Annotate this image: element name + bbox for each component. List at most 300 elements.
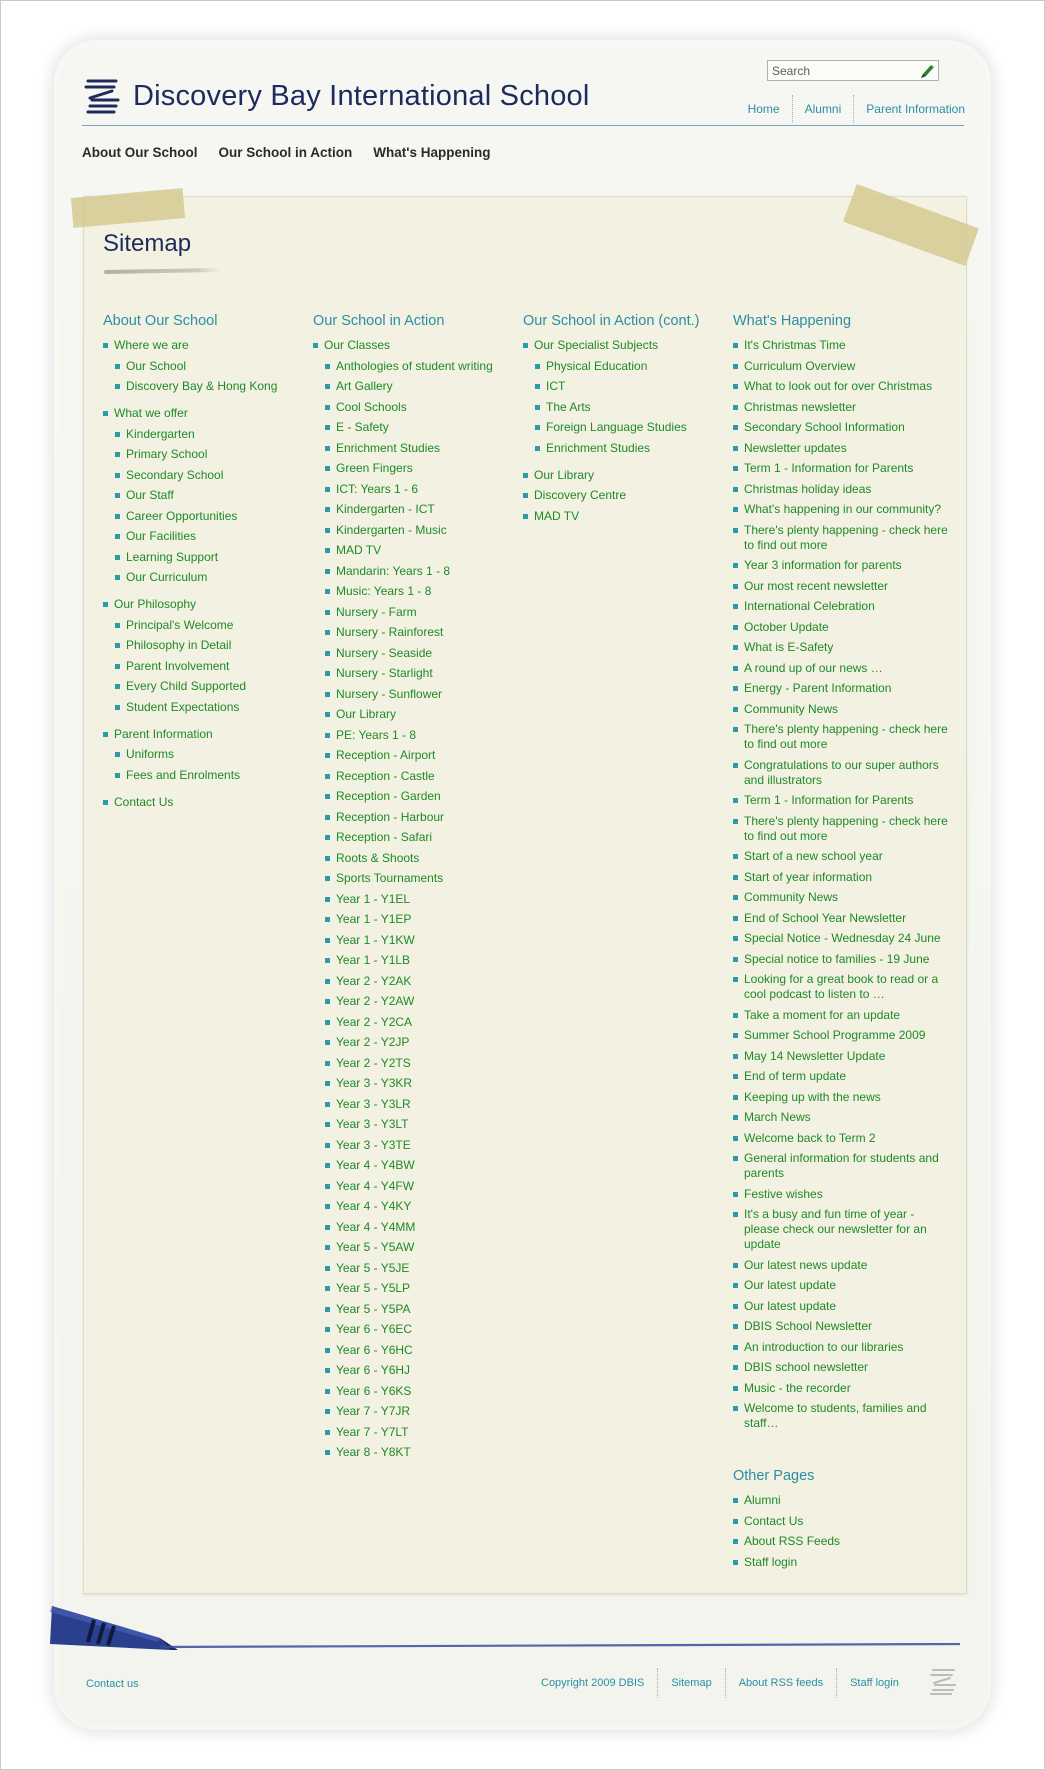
sitemap-link[interactable]: Year 3 - Y3LT	[336, 1117, 409, 1131]
list-item	[313, 933, 518, 948]
bullet-icon	[325, 487, 330, 492]
sitemap-link[interactable]: Kindergarten - Music	[336, 522, 447, 537]
bullet-icon	[733, 1498, 738, 1503]
sitemap-link[interactable]: Take a moment for an update	[744, 1007, 901, 1022]
sitemap-link[interactable]: Year 3 information for parents	[744, 558, 902, 572]
bullet-icon	[115, 534, 120, 539]
sitemap-link[interactable]: DBIS School Newsletter	[744, 1319, 873, 1333]
list-item	[733, 379, 948, 394]
bullet-icon	[325, 548, 330, 553]
sitemap-link[interactable]: Year 5 - Y5PA	[336, 1301, 411, 1316]
bullet-icon	[733, 604, 738, 609]
list-item	[313, 1445, 518, 1460]
bullet-icon	[733, 1095, 738, 1100]
list-item	[313, 871, 518, 886]
list-item	[733, 482, 948, 497]
sitemap-link[interactable]: Enrichment Studies	[336, 440, 441, 455]
list-item	[733, 1258, 948, 1273]
bullet-icon	[325, 630, 330, 635]
sitemap-link[interactable]: Enrichment Studies	[546, 440, 651, 455]
search-input[interactable]	[770, 62, 914, 79]
list-item	[523, 441, 728, 456]
bullet-icon	[115, 473, 120, 478]
sitemap-link[interactable]: Foreign Language Studies	[546, 420, 687, 434]
list-item	[313, 1199, 518, 1214]
sitemap-link[interactable]: Our Curriculum	[126, 570, 208, 584]
sitemap-link[interactable]: Nursery - Seaside	[336, 645, 433, 660]
sitemap-link[interactable]: Year 2 - Y2AK	[336, 973, 412, 988]
bullet-icon	[733, 666, 738, 671]
sitemap-link[interactable]: Secondary School	[126, 467, 224, 482]
sitemap-link[interactable]: Our Staff	[126, 488, 174, 502]
sitemap-link[interactable]: PE: Years 1 - 8	[336, 727, 417, 742]
list-item	[313, 605, 518, 620]
list-item	[733, 758, 948, 788]
sitemap-link[interactable]: What is E-Safety	[744, 640, 834, 654]
bullet-icon	[115, 555, 120, 560]
sitemap-link[interactable]: Year 2 - Y2TS	[336, 1055, 411, 1070]
bullet-icon	[325, 1307, 330, 1312]
sitemap-link[interactable]: Anthologies of student writing	[336, 358, 493, 373]
bullet-icon	[115, 643, 120, 648]
list-item	[733, 1207, 948, 1252]
sitemap-link[interactable]: Philosophy in Detail	[126, 638, 232, 652]
list-item	[313, 1322, 518, 1337]
bullet-icon	[115, 664, 120, 669]
sitemap-link[interactable]: There's plenty happening - check here to find out more	[744, 522, 948, 552]
list-item	[733, 722, 948, 752]
sitemap-link[interactable]: Our latest news update	[744, 1257, 868, 1272]
header-divider	[82, 125, 964, 126]
footer-contact-link[interactable]: Contact us	[86, 1678, 139, 1690]
main-nav-in-action[interactable]: Our School in Action	[218, 145, 353, 160]
sitemap-link[interactable]: Every Child Supported	[126, 679, 247, 693]
bullet-icon	[733, 854, 738, 859]
sitemap-link[interactable]: Parent Information	[114, 726, 213, 741]
sitemap-link[interactable]: Year 8 - Y8KT	[336, 1445, 411, 1459]
sitemap-link[interactable]: Christmas newsletter	[744, 399, 857, 414]
sitemap-link[interactable]: Principal's Welcome	[126, 617, 234, 632]
main-nav-about[interactable]: About Our School	[82, 145, 198, 160]
sitemap-link[interactable]: Student Expectations	[126, 699, 240, 714]
bullet-icon	[115, 493, 120, 498]
bullet-icon	[733, 507, 738, 512]
bullet-icon	[325, 1122, 330, 1127]
bullet-icon	[325, 1348, 330, 1353]
bullet-icon	[325, 1266, 330, 1271]
sitemap-link[interactable]: Term 1 - Information for Parents	[744, 461, 914, 475]
bullet-icon	[733, 1263, 738, 1268]
top-nav-parent-information[interactable]: Parent Information	[853, 95, 965, 123]
list-item	[313, 625, 518, 640]
bullet-icon	[733, 343, 738, 348]
sitemap-link[interactable]: Community News	[744, 890, 839, 904]
sitemap-link[interactable]: The Arts	[546, 399, 591, 414]
list-item	[733, 1131, 948, 1146]
bullet-icon	[733, 1212, 738, 1217]
list-item	[313, 707, 518, 722]
bullet-icon	[325, 1430, 330, 1435]
list-item	[733, 579, 948, 594]
sitemap-link[interactable]: Year 4 - Y4FW	[336, 1178, 415, 1193]
list-item	[733, 359, 948, 374]
list-item	[103, 427, 308, 442]
list-item	[103, 447, 308, 462]
list-item	[313, 564, 518, 579]
bullet-icon	[325, 733, 330, 738]
sitemap-link[interactable]: Contact Us	[114, 794, 174, 809]
bullet-icon	[325, 425, 330, 430]
bullet-icon	[115, 575, 120, 580]
sitemap-link[interactable]: Our Classes	[324, 338, 391, 352]
sitemap-link[interactable]: Start of a new school year	[744, 849, 883, 863]
sitemap-link[interactable]: Year 2 - Y2JP	[336, 1035, 410, 1049]
sitemap-link[interactable]: ICT	[546, 379, 566, 393]
list-item	[733, 1049, 948, 1064]
sitemap-link[interactable]: Discovery Centre	[534, 488, 627, 502]
list-item	[103, 406, 308, 421]
list-item	[733, 814, 948, 844]
sitemap-link[interactable]: DBIS school newsletter	[744, 1360, 869, 1374]
sitemap-link[interactable]: ICT: Years 1 - 6	[336, 481, 419, 496]
other-pages-heading: Other Pages	[733, 1468, 815, 1484]
school-logo-icon[interactable]	[82, 76, 122, 116]
list-item	[313, 830, 518, 845]
list-item	[733, 1090, 948, 1105]
sitemap-link[interactable]: End of School Year Newsletter	[744, 910, 907, 925]
bullet-icon	[733, 1136, 738, 1141]
bullet-icon	[103, 411, 108, 416]
bullet-icon	[325, 774, 330, 779]
sitemap-link[interactable]: Year 2 - Y2AW	[336, 994, 415, 1008]
sitemap-link[interactable]: Our Library	[534, 467, 595, 482]
sitemap-link[interactable]: Special Notice - Wednesday 24 June	[744, 931, 941, 945]
sitemap-link[interactable]: Staff login	[744, 1554, 798, 1569]
sitemap-link[interactable]: Newsletter updates	[744, 440, 847, 455]
sitemap-link[interactable]: Keeping up with the news	[744, 1089, 881, 1104]
sitemap-link[interactable]: Sports Tournaments	[336, 871, 444, 885]
list-item	[313, 994, 518, 1009]
bullet-icon	[325, 1204, 330, 1209]
sitemap-link[interactable]: Year 3 - Y3LR	[336, 1096, 411, 1111]
list-item	[103, 747, 308, 762]
sitemap-link[interactable]: Nursery - Rainforest	[336, 625, 444, 639]
sitemap-link[interactable]: Nursery - Starlight	[336, 666, 433, 680]
list-item	[733, 661, 948, 676]
sitemap-link[interactable]: Learning Support	[126, 549, 219, 564]
sitemap-link[interactable]: Christmas holiday ideas	[744, 481, 872, 496]
list-item	[313, 1404, 518, 1419]
sitemap-link[interactable]: Year 1 - Y1KW	[336, 932, 415, 947]
sitemap-link[interactable]: Year 1 - Y1EP	[336, 912, 412, 926]
sitemap-link[interactable]: Secondary School Information	[744, 420, 905, 434]
list-item	[313, 420, 518, 435]
list-item	[313, 1138, 518, 1153]
sitemap-link[interactable]: Summer School Programme 2009	[744, 1028, 926, 1042]
list-item	[523, 359, 728, 374]
sitemap-link[interactable]: Art Gallery	[336, 379, 393, 393]
list-item	[733, 1555, 948, 1570]
list-item	[313, 748, 518, 763]
sitemap-link[interactable]: Primary School	[126, 447, 208, 461]
sitemap-link[interactable]: Year 1 - Y1EL	[336, 891, 411, 906]
list-item	[313, 1363, 518, 1378]
sitemap-link[interactable]: Special notice to families - 19 June	[744, 951, 930, 966]
sitemap-link[interactable]: About RSS Feeds	[744, 1534, 841, 1548]
sitemap-link[interactable]: Fees and Enrolments	[126, 767, 241, 782]
sitemap-link[interactable]: MAD TV	[534, 508, 580, 523]
sitemap-column-whats-happening	[733, 313, 948, 1575]
bullet-icon	[325, 1245, 330, 1250]
bullet-icon	[733, 1156, 738, 1161]
bullet-icon	[733, 1074, 738, 1079]
sitemap-link[interactable]: Start of year information	[744, 869, 873, 884]
list-item	[733, 931, 948, 946]
sitemap-link[interactable]: Our most recent newsletter	[744, 578, 889, 593]
bullet-icon	[733, 487, 738, 492]
sitemap-link[interactable]: What we offer	[114, 406, 188, 420]
list-item	[523, 400, 728, 415]
sitemap-link[interactable]: Year 1 - Y1LB	[336, 953, 411, 967]
sitemap-link[interactable]: Year 3 - Y3TE	[336, 1137, 411, 1152]
bullet-icon	[325, 999, 330, 1004]
bullet-icon	[535, 364, 540, 369]
main-nav-whats-happening[interactable]: What's Happening	[373, 145, 491, 160]
sitemap-link[interactable]: Year 6 - Y6HJ	[336, 1363, 411, 1377]
bullet-icon	[115, 752, 120, 757]
bullet-icon	[325, 897, 330, 902]
list-item	[733, 1360, 948, 1375]
bullet-icon	[733, 384, 738, 389]
list-item	[313, 1097, 518, 1112]
sitemap-link[interactable]: Our latest update	[744, 1278, 837, 1292]
list-item	[733, 441, 948, 456]
sitemap-link[interactable]: It's a busy and fun time of year - please check our newsletter for an update	[744, 1207, 927, 1251]
list-item	[733, 502, 948, 517]
sitemap-link[interactable]: International Celebration	[744, 599, 875, 613]
sitemap-link[interactable]: Year 3 - Y3KR	[336, 1076, 413, 1090]
bullet-icon	[325, 1450, 330, 1455]
sitemap-link[interactable]: Year 5 - Y5JE	[336, 1260, 410, 1275]
bullet-icon	[523, 473, 528, 478]
list-item	[313, 1056, 518, 1071]
link-list	[313, 338, 518, 1460]
sitemap-link[interactable]: There's plenty happening - check here to find out more	[744, 722, 948, 751]
list-item	[103, 468, 308, 483]
bullet-icon	[325, 1368, 330, 1373]
sitemap-link[interactable]: Year 6 - Y6KS	[336, 1383, 412, 1398]
sitemap-link[interactable]: Our latest update	[744, 1298, 837, 1313]
sitemap-link[interactable]: Year 6 - Y6EC	[336, 1322, 413, 1336]
sitemap-link[interactable]: Year 7 - Y7LT	[336, 1424, 409, 1439]
list-item	[313, 1220, 518, 1235]
sitemap-link[interactable]: Roots & Shoots	[336, 850, 420, 865]
list-item	[313, 1240, 518, 1255]
sitemap-link[interactable]: Mandarin: Years 1 - 8	[336, 563, 451, 578]
list-item	[733, 620, 948, 635]
list-item	[313, 1302, 518, 1317]
sitemap-link[interactable]: Our School	[126, 358, 187, 373]
list-item	[523, 488, 728, 503]
sitemap-link[interactable]: Curriculum Overview	[744, 358, 856, 373]
sitemap-link[interactable]: Our Library	[336, 707, 397, 721]
sitemap-link[interactable]: Career Opportunities	[126, 508, 238, 523]
bullet-icon	[325, 958, 330, 963]
list-item	[733, 1493, 948, 1508]
bullet-icon	[325, 1143, 330, 1148]
bullet-icon	[733, 1365, 738, 1370]
bullet-icon	[535, 446, 540, 451]
bullet-icon	[733, 819, 738, 824]
list-item	[733, 952, 948, 967]
link-list	[523, 338, 728, 524]
bullet-icon	[325, 917, 330, 922]
bullet-icon	[733, 584, 738, 589]
sitemap-link[interactable]: Festive wishes	[744, 1186, 823, 1201]
list-item	[523, 468, 728, 483]
sitemap-link[interactable]: Our Facilities	[126, 529, 197, 543]
sitemap-link[interactable]: Our Specialist Subjects	[534, 338, 659, 352]
bullet-icon	[115, 452, 120, 457]
sitemap-link[interactable]: Year 4 - Y4BW	[336, 1158, 415, 1172]
sitemap-link[interactable]: Kindergarten	[126, 426, 195, 441]
sitemap-link[interactable]: Reception - Garden	[336, 789, 441, 803]
top-nav-alumni[interactable]: Alumni	[792, 95, 854, 123]
bullet-icon	[103, 732, 108, 737]
list-item	[733, 1110, 948, 1125]
bullet-icon	[325, 1163, 330, 1168]
sitemap-link[interactable]: May 14 Newsletter Update	[744, 1048, 886, 1063]
sitemap-link[interactable]: Nursery - Farm	[336, 604, 417, 619]
sitemap-link[interactable]: Green Fingers	[336, 461, 413, 475]
list-item	[313, 1261, 518, 1276]
sitemap-link[interactable]: Uniforms	[126, 747, 175, 761]
sitemap-link[interactable]: Discovery Bay & Hong Kong	[126, 379, 278, 393]
list-item	[313, 769, 518, 784]
sitemap-link[interactable]: Year 2 - Y2CA	[336, 1014, 413, 1029]
list-item	[733, 890, 948, 905]
sitemap-link[interactable]: Physical Education	[546, 358, 648, 373]
sitemap-link[interactable]: Our Philosophy	[114, 597, 197, 611]
bullet-icon	[733, 563, 738, 568]
list-item	[313, 1076, 518, 1091]
bullet-icon	[325, 1225, 330, 1230]
sitemap-link[interactable]: Term 1 - Information for Parents	[744, 793, 914, 807]
sitemap-link[interactable]: Music: Years 1 - 8	[336, 584, 432, 598]
bullet-icon	[325, 753, 330, 758]
sitemap-link[interactable]: Contact Us	[744, 1513, 804, 1528]
sitemap-link[interactable]: Music - the recorder	[744, 1380, 851, 1395]
bullet-icon	[325, 405, 330, 410]
sitemap-link[interactable]: Welcome back to Term 2	[744, 1130, 876, 1145]
bullet-icon	[325, 1081, 330, 1086]
sitemap-link[interactable]: March News	[744, 1110, 811, 1124]
list-item	[313, 359, 518, 374]
sitemap-link[interactable]: MAD TV	[336, 543, 382, 557]
footer-rss-link[interactable]: About RSS feeds	[725, 1668, 836, 1698]
sitemap-link[interactable]: Congratulations to our super authors and illustrators	[744, 757, 939, 787]
bullet-icon	[733, 916, 738, 921]
sitemap-link[interactable]: Parent Involvement	[126, 658, 230, 673]
sitemap-link[interactable]: Year 5 - Y5LP	[336, 1281, 411, 1295]
sitemap-link[interactable]: Year 4 - Y4MM	[336, 1219, 416, 1234]
sitemap-link[interactable]: Alumni	[744, 1493, 781, 1507]
sitemap-link[interactable]: An introduction to our libraries	[744, 1339, 904, 1354]
sitemap-link[interactable]: Nursery - Sunflower	[336, 686, 443, 701]
footer-sitemap-link[interactable]: Sitemap	[657, 1668, 724, 1698]
footer-staff-login-link[interactable]: Staff login	[836, 1668, 912, 1698]
bullet-icon	[115, 384, 120, 389]
sitemap-link[interactable]: Year 7 - Y7JR	[336, 1404, 411, 1418]
bullet-icon	[733, 763, 738, 768]
list-item	[313, 912, 518, 927]
page-title: Sitemap	[103, 230, 192, 257]
search-pen-icon[interactable]	[918, 63, 936, 79]
sitemap-link[interactable]: What to look out for over Christmas	[744, 379, 933, 393]
bullet-icon	[325, 1102, 330, 1107]
sitemap-link[interactable]: E - Safety	[336, 420, 389, 434]
list-item	[313, 1179, 518, 1194]
sitemap-link[interactable]: Welcome to students, families and staff…	[744, 1401, 927, 1430]
sitemap-link[interactable]: Looking for a great book to read or a cool podcast to listen to …	[744, 972, 939, 1001]
list-item	[733, 400, 948, 415]
bullet-icon	[523, 343, 528, 348]
sitemap-link[interactable]: Kindergarten - ICT	[336, 502, 435, 516]
bullet-icon	[733, 1406, 738, 1411]
sitemap-link[interactable]: End of term update	[744, 1069, 847, 1083]
sitemap-link[interactable]: Year 4 - Y4KY	[336, 1199, 412, 1213]
list-item	[733, 420, 948, 435]
bullet-icon	[733, 798, 738, 803]
top-nav-home[interactable]: Home	[747, 102, 780, 116]
bullet-icon	[325, 651, 330, 656]
list-item	[523, 338, 728, 353]
bullet-icon	[733, 1033, 738, 1038]
sitemap-link[interactable]: Cool Schools	[336, 399, 407, 414]
list-item	[313, 502, 518, 517]
sitemap-column-in-action	[313, 313, 518, 1466]
site-title[interactable]: Discovery Bay International School	[133, 80, 590, 112]
sitemap-link[interactable]: Where we are	[114, 338, 189, 352]
sitemap-link[interactable]: Reception - Airport	[336, 748, 436, 762]
sitemap-link[interactable]: Year 5 - Y5AW	[336, 1240, 415, 1254]
list-item	[103, 795, 308, 810]
list-item	[103, 529, 308, 544]
footer-copyright-link[interactable]: Copyright 2009 DBIS	[541, 1677, 645, 1689]
bullet-icon	[115, 773, 120, 778]
list-item	[313, 1281, 518, 1296]
sitemap-link[interactable]: A round up of our news …	[744, 660, 883, 675]
sitemap-link[interactable]: There's plenty happening - check here to find out more	[744, 813, 948, 843]
bullet-icon	[325, 856, 330, 861]
bullet-icon	[325, 1184, 330, 1189]
bullet-icon	[733, 1192, 738, 1197]
sitemap-link[interactable]: Reception - Harbour	[336, 809, 445, 824]
bullet-icon	[523, 493, 528, 498]
sitemap-link[interactable]: What's happening in our community?	[744, 502, 942, 516]
sitemap-link[interactable]: Community News	[744, 701, 839, 716]
sitemap-link[interactable]: Reception - Castle	[336, 768, 435, 783]
sitemap-link[interactable]: Reception - Safari	[336, 830, 433, 844]
sitemap-link[interactable]: Energy - Parent Information	[744, 681, 892, 695]
bullet-icon	[325, 876, 330, 881]
sitemap-link[interactable]: October Update	[744, 619, 829, 634]
sitemap-link[interactable]: Year 6 - Y6HC	[336, 1342, 413, 1357]
sitemap-link[interactable]: General information for students and parents	[744, 1151, 939, 1180]
list-item	[103, 488, 308, 503]
bullet-icon	[733, 1386, 738, 1391]
sitemap-link[interactable]: It's Christmas Time	[744, 338, 846, 352]
